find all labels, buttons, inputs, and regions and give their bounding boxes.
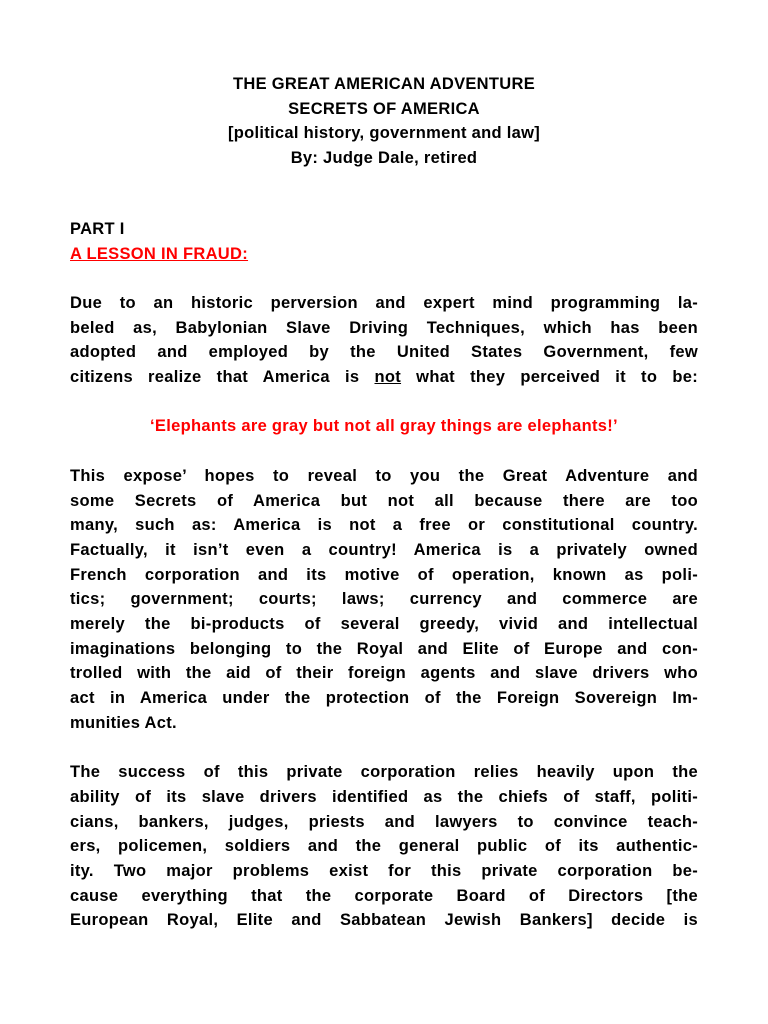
part-heading: PART I bbox=[70, 219, 125, 238]
paragraph-line: some Secrets of America but not all because there are too bbox=[70, 491, 698, 510]
paragraph-line: adopted and employed by the United States Government, few bbox=[70, 343, 698, 362]
document-subtitle: SECRETS OF AMERICA bbox=[288, 99, 480, 118]
paragraph-line: beled as, Babylonian Slave Driving Techniques, which has been bbox=[70, 318, 698, 337]
paragraph-line: trolled with the aid of their foreign agents and slave drivers who bbox=[70, 664, 698, 683]
document-topic: [political history, government and law] bbox=[227, 124, 541, 143]
paragraph-line: cians, bankers, judges, priests and lawyers to convince teach- bbox=[70, 812, 698, 831]
paragraph-1 bbox=[70, 291, 698, 390]
paragraph-line: French corporation and its motive of operation, known as poli- bbox=[70, 565, 698, 584]
paragraph-line: cause everything that the corporate Board of Directors [the bbox=[70, 886, 698, 905]
paragraph-text: citizens realize that America is bbox=[70, 368, 375, 387]
paragraph-text: what they perceived it to be: bbox=[401, 368, 699, 387]
paragraph-3 bbox=[70, 760, 698, 933]
paragraph-2 bbox=[70, 464, 698, 736]
paragraph-line: Factually, it isn’t even a country! America is a privately owned bbox=[70, 540, 698, 559]
paragraph-line: munities Act. bbox=[70, 713, 177, 732]
emphasis-text: not bbox=[374, 368, 402, 387]
paragraph-line: ability of its slave drivers identified as the chiefs of staff, politi- bbox=[70, 787, 698, 806]
paragraph-line: tics; government; courts; laws; currency and commerce are bbox=[70, 590, 698, 609]
title-block bbox=[70, 72, 698, 171]
pull-quote: ‘Elephants are gray but not all gray things are elephants!’ bbox=[150, 417, 618, 436]
paragraph-line: imaginations belonging to the Royal and Elite of Europe and con- bbox=[70, 639, 698, 658]
paragraph-line: This expose’ hopes to reveal to you the Great Adventure and bbox=[70, 466, 698, 485]
paragraph-line: Due to an historic perversion and expert mind programming la- bbox=[70, 293, 698, 312]
document-title: THE GREAT AMERICAN ADVENTURE bbox=[232, 75, 536, 93]
section-heading: A LESSON IN FRAUD: bbox=[70, 244, 249, 263]
paragraph-line: European Royal, Elite and Sabbatean Jewish Bankers] decide is bbox=[70, 911, 698, 930]
document-author: By: Judge Dale, retired bbox=[290, 149, 478, 168]
paragraph-line: many, such as: America is not a free or constitutional country. bbox=[70, 516, 698, 535]
paragraph-line: act in America under the protection of the Foreign Sovereign Im- bbox=[70, 689, 698, 708]
paragraph-line: ers, policemen, soldiers and the general public of its authentic- bbox=[70, 837, 698, 856]
paragraph-line: The success of this private corporation relies heavily upon the bbox=[70, 763, 698, 782]
paragraph-line: ity. Two major problems exist for this private corporation be- bbox=[70, 862, 698, 881]
paragraph-line bbox=[70, 365, 698, 390]
document-page bbox=[70, 72, 698, 933]
paragraph-line: merely the bi-products of several greedy, vivid and intellectual bbox=[70, 615, 698, 634]
